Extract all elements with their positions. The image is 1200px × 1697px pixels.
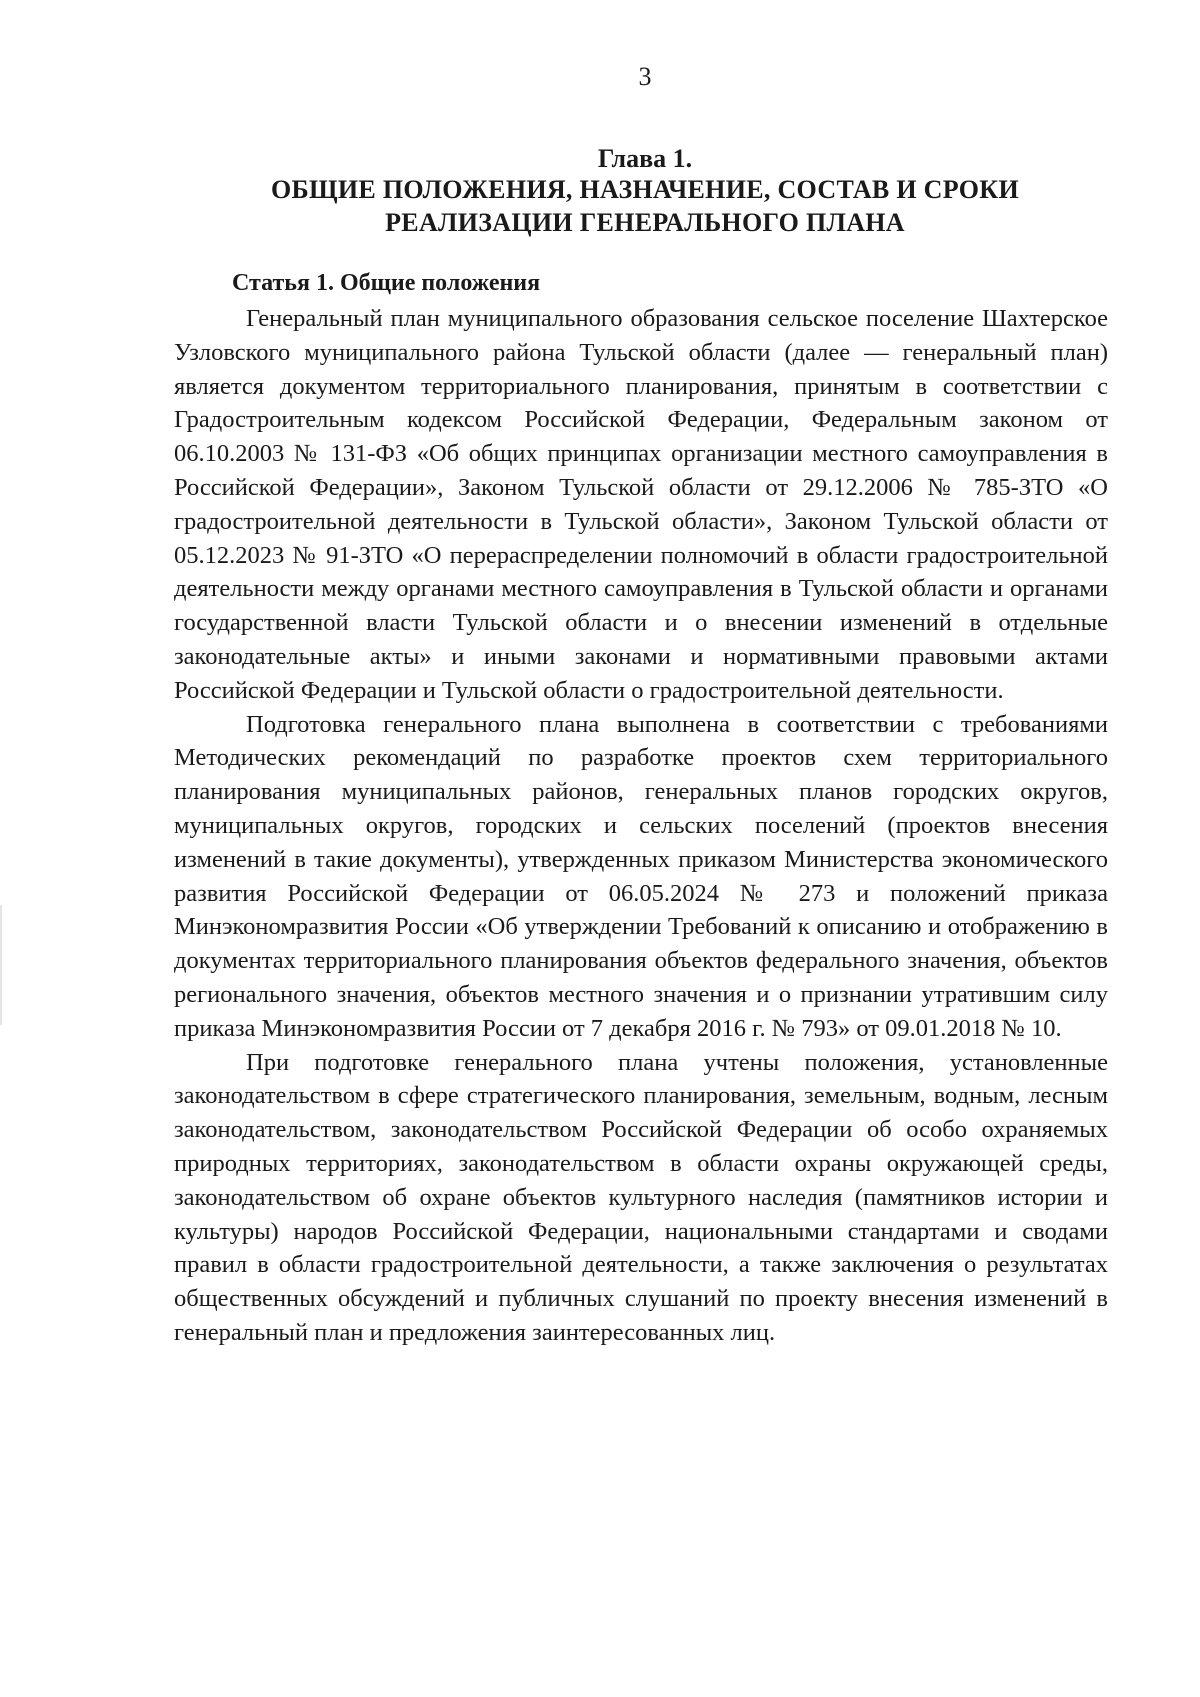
article-heading: Статья 1. Общие положения xyxy=(232,270,541,296)
page-number: 3 xyxy=(638,62,652,91)
chapter-label: Глава 1. xyxy=(597,144,693,173)
article-body xyxy=(174,302,1108,1350)
paragraph-general-plan: Генеральный план муниципального образования сельское поселение Шахтерское Узловского муниципального района Тульской области (далее — генеральный план) является документом территориального планирования, принятым в соответствии с Градостроительным кодексом Российской Федерации, Федеральным законом от 06.10.2003 № 131-ФЗ «Об общих принципах организации местного самоуправления в Российской Федерации», Законом Тульской области от 29.12.2006 № 785-ЗТО «О градостроительной деятельности в Тульской области», Законом Тульской области от 05.12.2023 № 91-ЗТО «О перераспределении полномочий в области градостроительной деятельности между органами местного самоуправления в Тульской области и органами государственной власти Тульской области и о внесении изменений в отдельные законодательные акты» и иными законами и нормативными правовыми актами Российской Федерации и Тульской области о градостроительной деятельности. xyxy=(174,305,1108,704)
paragraph-considerations: При подготовке генерального плана учтены положения, установленные законодательством в сфере стратегического планирования, земельным, водным, лесным законодательством, законодательством Российской Федерации об особо охраняемых природных территориях, законодательством в области охраны окружающей среды, законодательством об охране объектов культурного наследия (памятников истории и культуры) народов Российской Федерации, национальными стандартами и сводами правил в области градостроительной деятельности, а также заключения о результатах общественных обсуждений и публичных слушаний по проекту внесения изменений в генеральный план и предложения заинтересованных лиц. xyxy=(174,1048,1108,1346)
scan-edge-mark xyxy=(0,905,2,1025)
chapter-title: ОБЩИЕ ПОЛОЖЕНИЯ, НАЗНАЧЕНИЕ, СОСТАВ И СРОКИ РЕАЛИЗАЦИИ ГЕНЕРАЛЬНОГО ПЛАНА xyxy=(271,175,1019,237)
paragraph-preparation: Подготовка генерального плана выполнена в соответствии с требованиями Методических рекомендаций по разработке проектов схем территориального планирования муниципальных районов, генеральных планов городских округов, муниципальных округов, городских и сельских поселений (проектов внесения изменений в такие документы), утвержденных приказом Министерства экономического развития Российской Федерации от 06.05.2024 № 273 и положений приказа Минэкономразвития России «Об утверждении Требований к описанию и отображению в документах территориального планирования объектов федерального значения, объектов регионального значения, объектов местного значения и о признании утратившим силу приказа Минэкономразвития России от 7 декабря 2016 г. № 793» от 09.01.2018 № 10. xyxy=(174,710,1108,1042)
